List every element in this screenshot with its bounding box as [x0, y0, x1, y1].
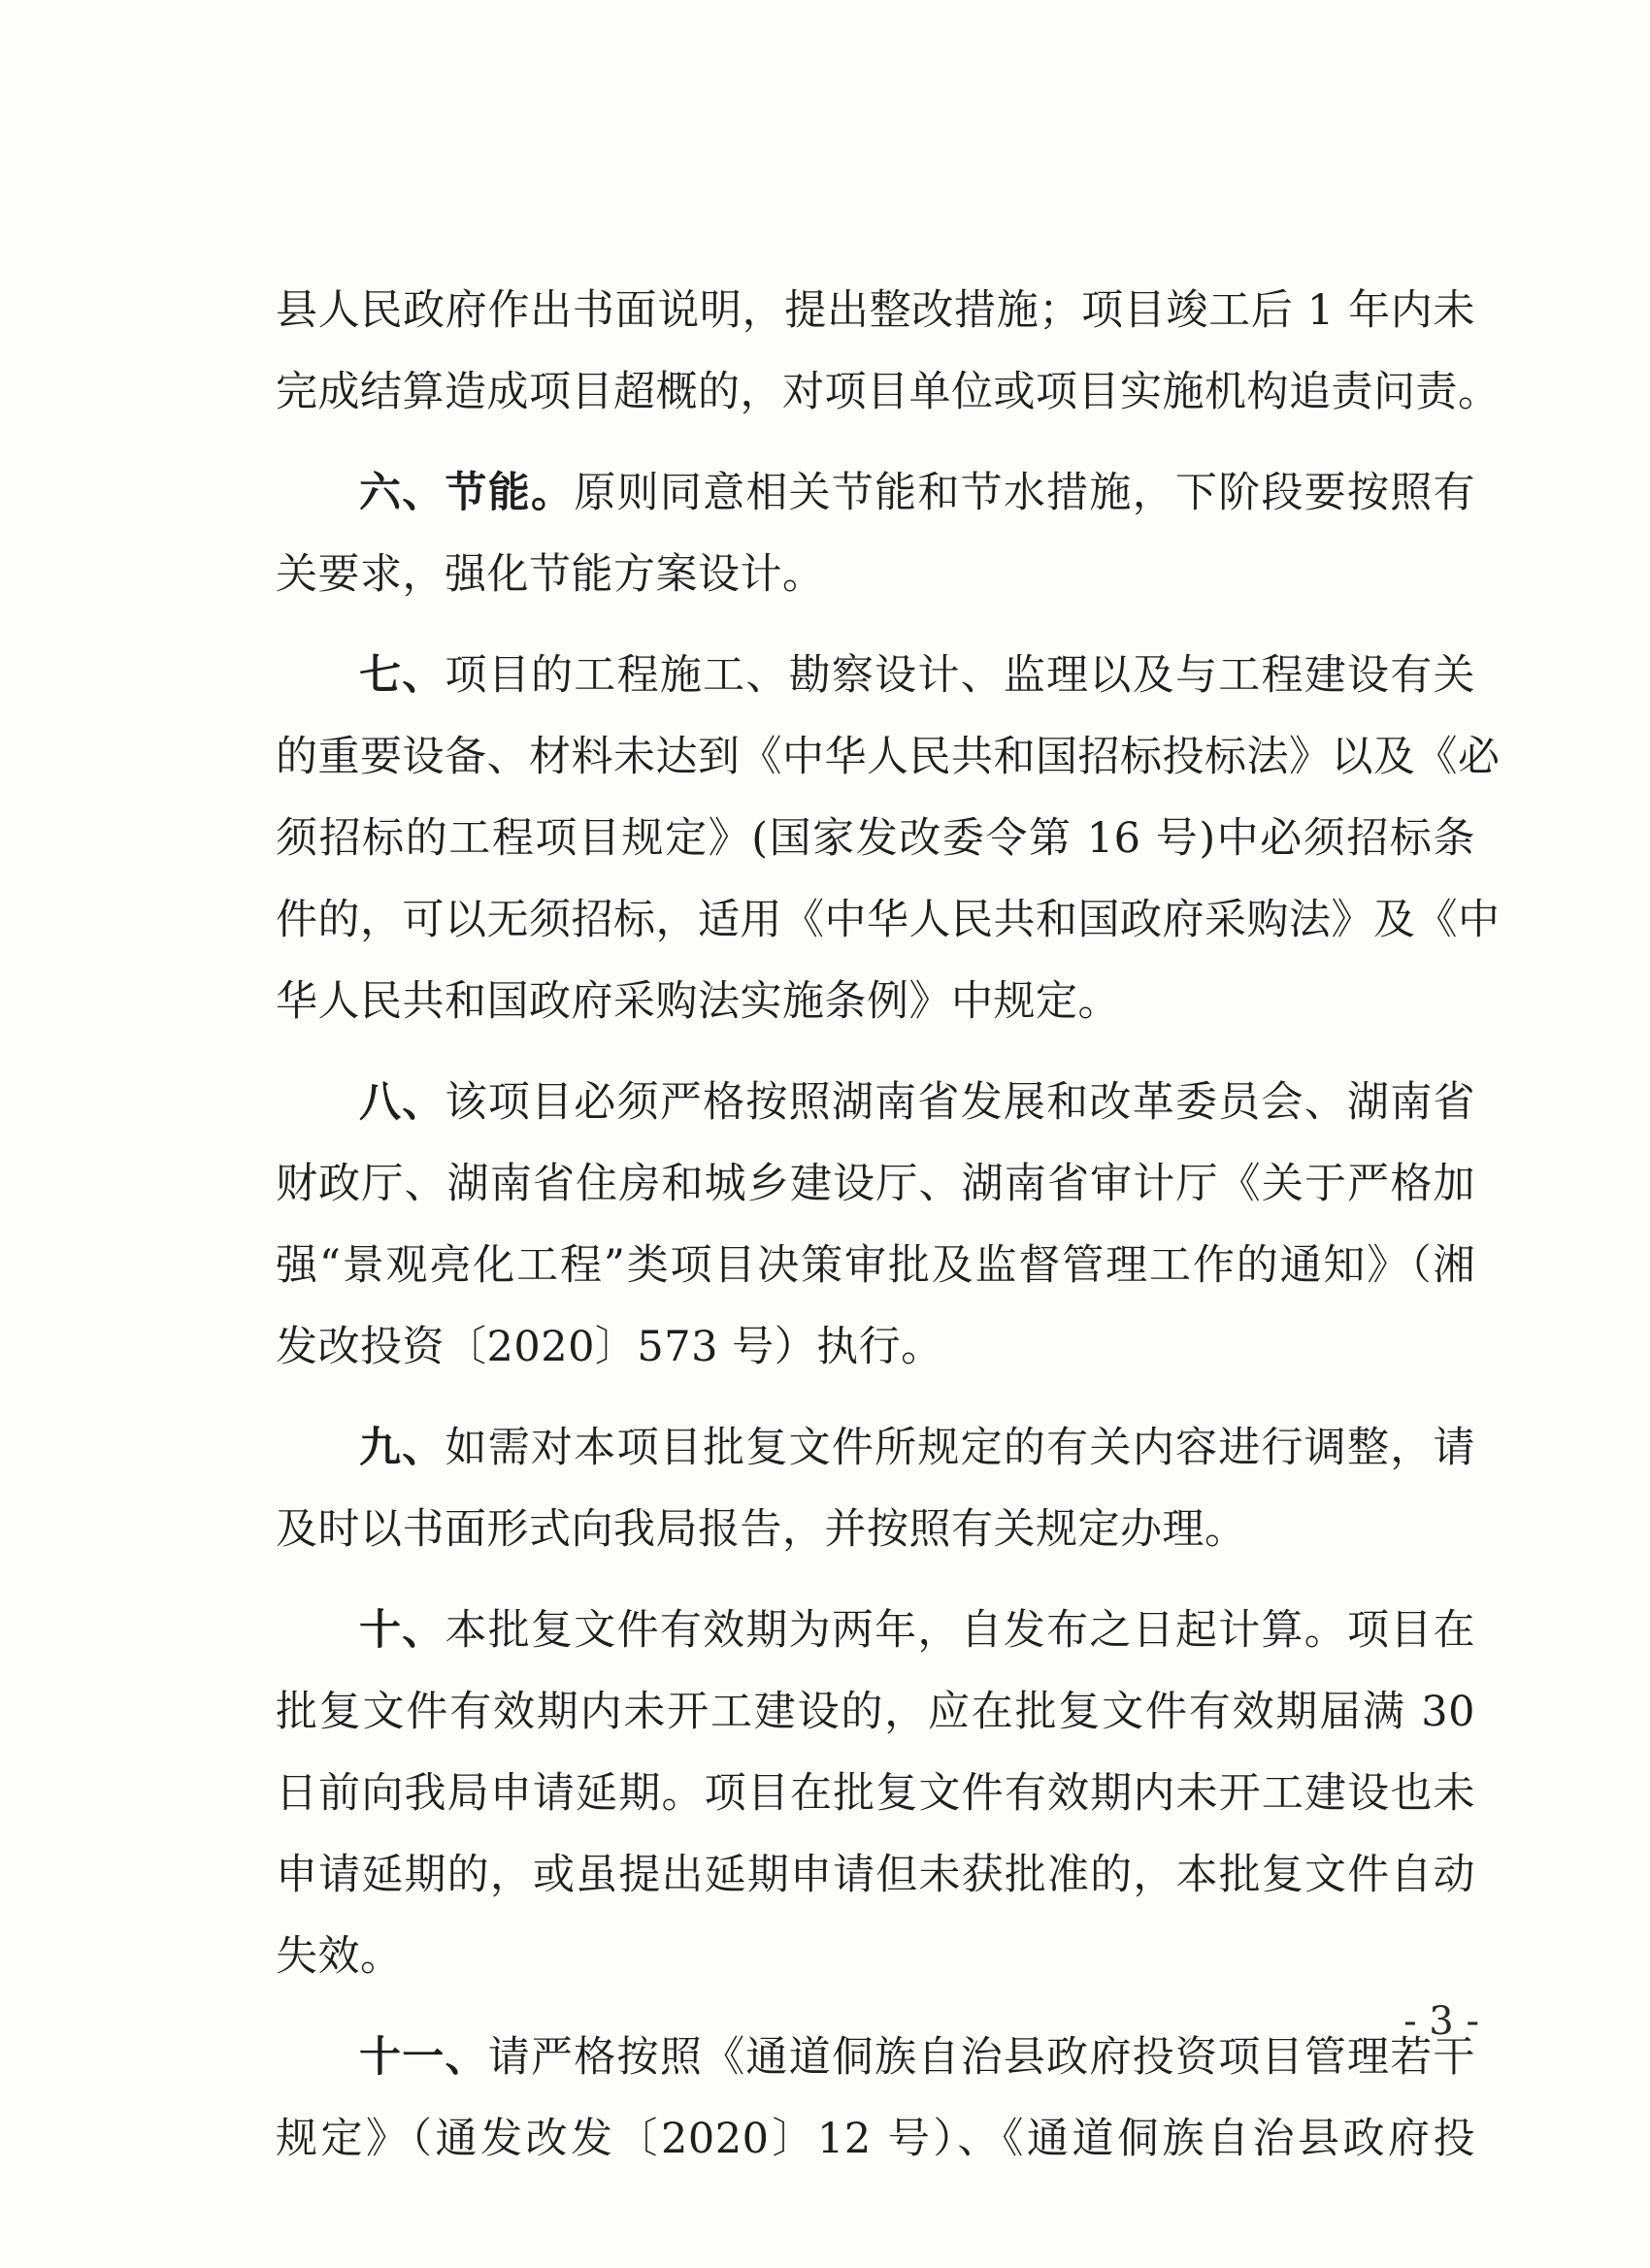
paragraph-nine-first-line [276, 1407, 1475, 1489]
paragraph-seven-line: 件的，可以无须招标，适用《中华人民共和国政府采购法》及《中 [276, 896, 1501, 944]
paragraph-ten-line: 申请延期的，或虽提出延期申请但未获批准的，本批复文件自动 [276, 1851, 1475, 1899]
paragraph-ten-line: 失效。 [276, 1932, 403, 1981]
paragraph-continued-line: 县人民政府作出书面说明，提出整改措施；项目竣工后 1 年内未 [276, 286, 1475, 335]
paragraph-eleven-line: 规定》（通发改发〔2020〕12 号）、《通道侗族自治县政府投 [276, 2115, 1475, 2163]
paragraph-ten-line: 日前向我局申请延期。项目在批复文件有效期内未开工建设也未 [276, 1769, 1475, 1818]
paragraph-seven-line: 华人民共和国政府采购法实施条例》中规定。 [276, 977, 1120, 1026]
paragraph-six-line: 关要求，强化节能方案设计。 [276, 550, 825, 599]
paragraph-eleven-text: 请严格按照《通道侗族自治县政府投资项目管理若干 [487, 2033, 1476, 2082]
paragraph-eight-line: 发改投资〔2020〕573 号）执行。 [276, 1323, 943, 1371]
paragraph-seven-text: 项目的工程施工、勘察设计、监理以及与工程建设有关 [445, 651, 1476, 700]
paragraph-continued-line: 完成结算造成项目超概的，对项目单位或项目实施机构追责问责。 [276, 368, 1501, 416]
paragraph-nine-line: 及时以书面形式向我局报告，并按照有关规定办理。 [276, 1505, 1247, 1554]
paragraph-seven-heading: 七、 [359, 651, 446, 700]
paragraph-eight-first-line [276, 1062, 1475, 1143]
paragraph-ten-heading: 十、 [359, 1606, 446, 1655]
paragraph-eleven-first-line [276, 2017, 1475, 2098]
page-number: - 3 - [1403, 1999, 1479, 2044]
paragraph-nine-text: 如需对本项目批复文件所规定的有关内容进行调整，请 [445, 1424, 1476, 1472]
paragraph-seven-line: 的重要设备、材料未达到《中华人民共和国招标投标法》以及《必 [276, 733, 1501, 781]
paragraph-eight-text: 该项目必须严格按照湖南省发展和改革委员会、湖南省 [445, 1078, 1476, 1127]
paragraph-six-heading: 六、节能。 [359, 469, 575, 517]
paragraph-ten-line: 批复文件有效期内未开工建设的，应在批复文件有效期届满 30 [276, 1688, 1475, 1736]
paragraph-eight-line: 财政厅、湖南省住房和城乡建设厅、湖南省审计厅《关于严格加 [276, 1160, 1475, 1208]
paragraph-ten-first-line [276, 1590, 1475, 1671]
paragraph-eleven-heading: 十一、 [359, 2033, 488, 2082]
paragraph-eight-line: 强“景观亮化工程”类项目决策审批及监督管理工作的通知》（湘 [276, 1241, 1475, 1290]
paragraph-eight-heading: 八、 [359, 1078, 446, 1127]
paragraph-seven-first-line [276, 635, 1475, 716]
paragraph-six-first-line [276, 452, 1475, 534]
paragraph-seven-line: 须招标的工程项目规定》(国家发改委令第 16 号)中必须招标条 [276, 814, 1475, 863]
paragraph-six-text: 原则同意相关节能和节水措施，下阶段要按照有 [574, 469, 1476, 517]
paragraph-ten-text: 本批复文件有效期为两年，自发布之日起计算。项目在 [445, 1606, 1476, 1655]
paragraph-nine-heading: 九、 [359, 1424, 446, 1472]
document-body [276, 270, 1501, 2180]
